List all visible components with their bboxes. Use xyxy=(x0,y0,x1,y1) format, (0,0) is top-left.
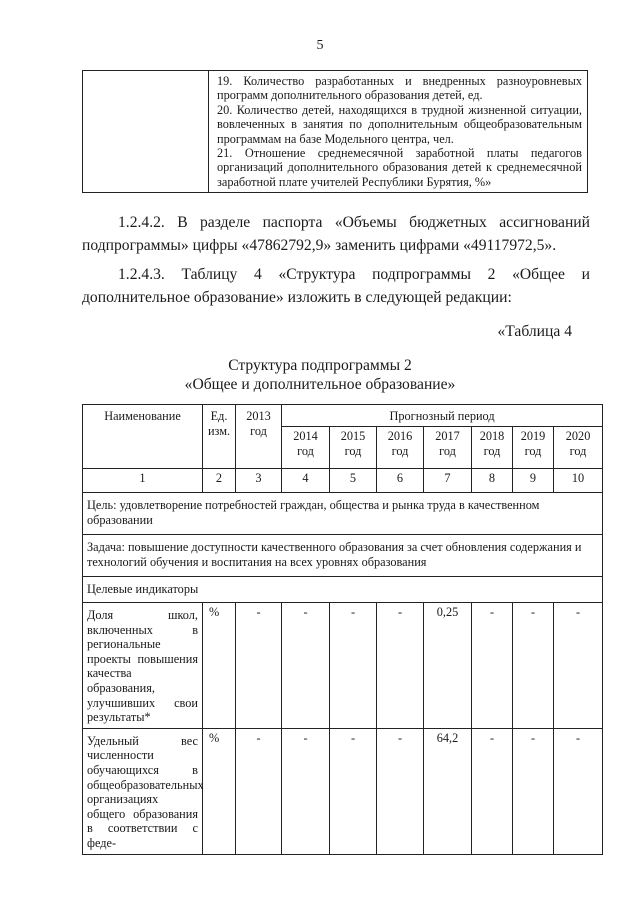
value-cell: 0,25 xyxy=(424,603,472,729)
indicator-19: 19. Количество разработанных и внедренных разноуровневых программ дополнительного образования детей, ед. xyxy=(217,74,582,103)
value-cell: - xyxy=(330,603,377,729)
header-year: 2018 год xyxy=(472,427,513,469)
header-2013: 2013 год xyxy=(236,405,282,469)
value-cell: - xyxy=(554,603,603,729)
header-year: 2017 год xyxy=(424,427,472,469)
column-number: 10 xyxy=(554,469,603,493)
value-cell: 64,2 xyxy=(424,728,472,854)
column-number: 6 xyxy=(377,469,424,493)
header-forecast-period: Прогнозный период xyxy=(282,405,603,427)
header-year: 2014 год xyxy=(282,427,330,469)
header-year: 2015 год xyxy=(330,427,377,469)
value-cell: - xyxy=(554,728,603,854)
value-cell: - xyxy=(282,728,330,854)
value-cell: - xyxy=(282,603,330,729)
empty-left-cell xyxy=(83,71,209,193)
column-number: 4 xyxy=(282,469,330,493)
table-label: «Таблица 4 xyxy=(497,323,572,340)
header-year: 2020 год xyxy=(554,427,603,469)
indicator-name: Удельный вес численности обучающихся в общеобразовательных организациях общего образования в соответствии с феде- xyxy=(83,728,203,854)
value-cell: - xyxy=(330,728,377,854)
caption-line-1: Структура подпрограммы 2 xyxy=(228,357,412,374)
indicator-unit: % xyxy=(203,728,236,854)
subprogram-structure-table xyxy=(82,404,603,855)
goal-row: Цель: удовлетворение потребностей граждан, общества и рынка труда в качественном образовании xyxy=(83,493,603,535)
value-cell: - xyxy=(236,728,282,854)
header-name: Наименование xyxy=(83,405,203,469)
header-unit: Ед. изм. xyxy=(203,405,236,469)
column-number: 5 xyxy=(330,469,377,493)
column-number: 3 xyxy=(236,469,282,493)
indicators-title-row: Целевые индикаторы xyxy=(83,577,603,603)
paragraph-1-2-4-3: 1.2.4.3. Таблицу 4 «Структура подпрограммы 2 «Общее и дополнительное образование» изложить в следующей редакции: xyxy=(82,266,590,306)
column-number: 2 xyxy=(203,469,236,493)
indicator-name: Доля школ, включенных в региональные проекты повышения качества образования, улучшивших свои результаты* xyxy=(83,603,203,729)
indicators-continuation-table xyxy=(82,70,588,193)
value-cell: - xyxy=(236,603,282,729)
header-year: 2016 год xyxy=(377,427,424,469)
indicator-unit: % xyxy=(203,603,236,729)
column-number: 7 xyxy=(424,469,472,493)
paragraph-1-2-4-2: 1.2.4.2. В разделе паспорта «Объемы бюджетных ассигнований подпрограммы» цифры «47862792,9» заменить цифрами «49117972,5». xyxy=(82,214,590,254)
value-cell: - xyxy=(377,728,424,854)
value-cell: - xyxy=(472,603,513,729)
column-number: 1 xyxy=(83,469,203,493)
indicator-20: 20. Количество детей, находящихся в трудной жизненной ситуации, вовлеченных в занятия по дополнительным общеобразовательным программам на базе Модельного центра, чел. xyxy=(217,102,582,146)
value-cell: - xyxy=(513,728,554,854)
column-number: 9 xyxy=(513,469,554,493)
indicators-list-cell xyxy=(209,71,588,193)
indicator-21: 21. Отношение среднемесячной заработной платы педагогов организаций дополнительного образования детей к среднемесячной заработной плате учителей Республики Бурятия, %» xyxy=(217,146,582,189)
table-caption xyxy=(0,356,640,394)
value-cell: - xyxy=(377,603,424,729)
value-cell: - xyxy=(472,728,513,854)
caption-line-2: «Общее и дополнительное образование» xyxy=(184,376,456,393)
column-number: 8 xyxy=(472,469,513,493)
task-row: Задача: повышение доступности качественного образования за счет обновления содержания и технологий обучения и воспитания на всех уровнях образования xyxy=(83,535,603,577)
header-year: 2019 год xyxy=(513,427,554,469)
page-number: 5 xyxy=(316,38,324,53)
value-cell: - xyxy=(513,603,554,729)
